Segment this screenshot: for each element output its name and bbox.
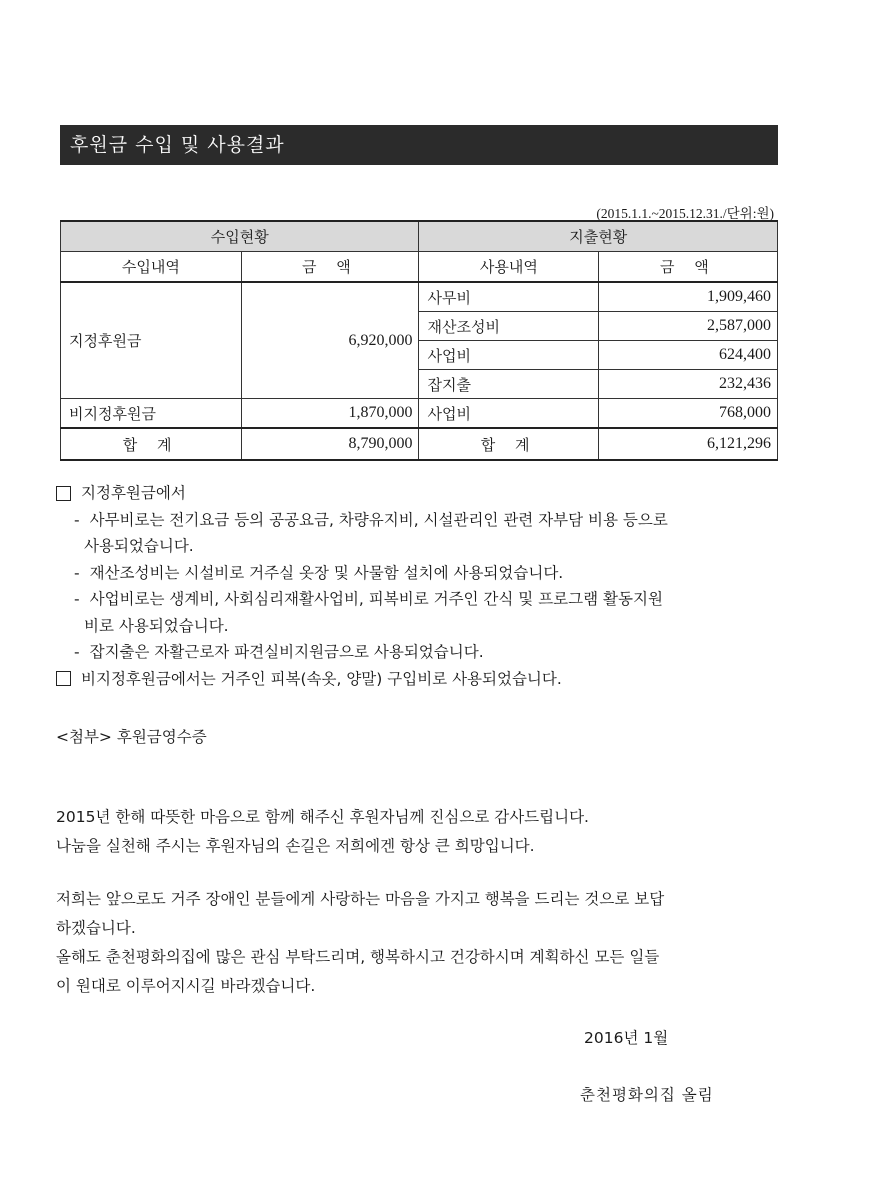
table-row: [61, 399, 778, 429]
designated-note-label: 지정후원금에서: [81, 484, 186, 502]
usage-notes: [56, 480, 786, 692]
expense-header: 지출현황: [419, 221, 778, 252]
expense-amount: 2,587,000: [599, 312, 778, 341]
table-subheader-row: [61, 252, 778, 283]
note-item: [70, 560, 786, 587]
dash-icon: -: [74, 510, 80, 529]
expense-item-header: 사용내역: [419, 252, 599, 283]
note-continuation: 비로 사용되었습니다.: [84, 616, 229, 635]
closing-line: 저희는 앞으로도 거주 장애인 분들에게 사랑하는 마음을 가지고 행복을 드리는 것으로 보답: [56, 890, 665, 908]
checkbox-icon: [56, 671, 71, 686]
note-item: [70, 507, 786, 534]
page-title: 후원금 수입 및 사용결과: [60, 125, 778, 165]
expense-amount: 232,436: [599, 370, 778, 399]
note-item: [70, 586, 786, 613]
non-designated-note: [56, 666, 786, 693]
closing-line: 하겠습니다.: [56, 919, 136, 937]
closing-line: 이 원대로 이루어지시길 바라겠습니다.: [56, 977, 316, 995]
expense-amount: 768,000: [599, 399, 778, 429]
expense-item: 사업비: [419, 399, 599, 429]
expense-item: 재산조성비: [419, 312, 599, 341]
closing-line: 올해도 춘천평화의집에 많은 관심 부탁드리며, 행복하시고 건강하시며 계획하신 모든 일들: [56, 948, 660, 966]
note-text: 사업비로는 생계비, 사회심리재활사업비, 피복비로 거주인 간식 및 프로그램 활동지원: [89, 590, 663, 608]
income-expense-table: [60, 220, 778, 461]
expense-total-label: 합 계: [419, 428, 599, 460]
designated-amount: 6,920,000: [241, 282, 419, 399]
income-amount-header: 금 액: [241, 252, 419, 283]
attachment-note: <첨부> 후원금영수증: [56, 728, 207, 746]
closing-line: 2015년 한해 따뜻한 마음으로 함께 해주신 후원자님께 진심으로 감사드립니다.: [56, 808, 589, 826]
note-text: 사무비로는 전기요금 등의 공공요금, 차량유지비, 시설관리인 관련 자부담 비용 등으로: [89, 510, 668, 529]
note-item: [70, 639, 786, 666]
period-unit-note: (2015.1.1.~2015.12.31./단위:원): [596, 206, 774, 221]
expense-total-amount: 6,121,296: [599, 428, 778, 460]
expense-amount-header: 금 액: [599, 252, 778, 283]
income-header: 수입현황: [61, 221, 419, 252]
designated-label: 지정후원금: [61, 282, 242, 399]
income-item-header: 수입내역: [61, 252, 242, 283]
note-text: 재산조성비는 시설비로 거주실 옷장 및 사물함 설치에 사용되었습니다.: [89, 563, 564, 582]
non-designated-note-text: 비지정후원금에서는 거주인 피복(속옷, 양말) 구입비로 사용되었습니다.: [81, 669, 562, 688]
expense-amount: 1,909,460: [599, 282, 778, 312]
expense-item: 잡지출: [419, 370, 599, 399]
non-designated-label: 비지정후원금: [61, 399, 242, 429]
total-row: [61, 428, 778, 460]
expense-item: 사무비: [419, 282, 599, 312]
table-row: [61, 282, 778, 312]
table-header-row: [61, 221, 778, 252]
dash-icon: -: [74, 643, 80, 661]
income-total-amount: 8,790,000: [241, 428, 419, 460]
non-designated-amount: 1,870,000: [241, 399, 419, 429]
note-continuation: 사용되었습니다.: [84, 537, 194, 555]
expense-item: 사업비: [419, 341, 599, 370]
designated-note-heading: [56, 480, 786, 507]
checkbox-icon: [56, 486, 71, 501]
document-date: 2016년 1월: [584, 1029, 669, 1047]
dash-icon: -: [74, 563, 80, 582]
note-text: 잡지출은 자활근로자 파견실비지원금으로 사용되었습니다.: [89, 643, 484, 661]
signature: 춘천평화의집 올림: [580, 1086, 714, 1104]
dash-icon: -: [74, 590, 80, 608]
expense-amount: 624,400: [599, 341, 778, 370]
closing-message: [56, 803, 786, 1001]
closing-line: 나눔을 실천해 주시는 후원자님의 손길은 저희에겐 항상 큰 희망입니다.: [56, 837, 535, 855]
income-total-label: 합 계: [61, 428, 242, 460]
